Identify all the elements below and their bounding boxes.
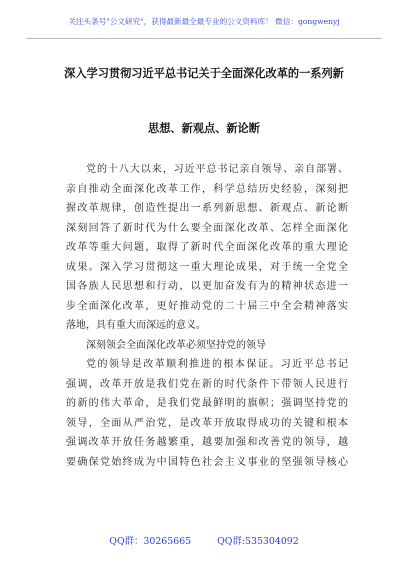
- body-line: 国各族人民思想和行动，以更加奋发有为的精神状态进一: [66, 281, 348, 292]
- header-banner: 关注头条号"公文研究"，获得最新最全最专业的公文资料库！ 微信：gongwenyj: [68, 17, 340, 26]
- header-divider: [26, 38, 382, 39]
- body-line: 改革等重大问题，取得了新时代全面深化改革的重大理论: [66, 242, 348, 253]
- body-line: 党的领导是改革顺利推进的根本保证。习近平总书记: [86, 359, 348, 370]
- document-body: [66, 160, 348, 472]
- body-line: 要确保党始终成为中国特色社会主义事业的坚强领导核心: [66, 456, 348, 468]
- section-heading: 深刻领会全面深化改革必须坚持党的领导: [86, 339, 266, 351]
- body-line: 强调，改革开放是我们党在新的时代条件下带领人民进行: [66, 378, 348, 390]
- body-line: 落地，具有重大而深远的意义。: [66, 320, 206, 331]
- body-line: 亲自推动全面深化改革工作，科学总结历史经验，深刻把: [66, 183, 348, 195]
- body-line: 深刻回答了新时代为什么要全面深化改革、怎样全面深化: [66, 222, 348, 234]
- footer-qq-group-2: QQ群:535304092: [217, 536, 299, 547]
- body-line: 握改革规律，创造性提出一系列新思想、新观点、新论断: [66, 203, 348, 214]
- footer-qq-group-1: QQ群：30265665: [109, 536, 192, 547]
- body-line: 步全面深化改革，更好推动党的二十届三中全会精神落实: [66, 300, 348, 312]
- body-line: 成果。深入学习贯彻这一重大理论成果，对于统一全党全: [66, 261, 348, 273]
- body-line: 的新的伟大革命，是我们党最鲜明的旗帜；强调坚持党的: [66, 398, 348, 409]
- document-title-line-2: 思想、新观点、新论断: [148, 121, 260, 135]
- document-title-line-1: 深入学习贯彻习近平总书记关于全面深化改革的一系列新: [64, 66, 344, 80]
- body-line: 强调改革开放任务越繁重，越要加强和改善党的领导，越: [66, 437, 348, 448]
- footer-contact: [0, 536, 408, 548]
- body-line: 党的十八大以来，习近平总书记亲自领导、亲自部署、: [86, 164, 348, 175]
- body-line: 领导，全面从严治党，是改革开放取得成功的关键和根本: [66, 417, 348, 429]
